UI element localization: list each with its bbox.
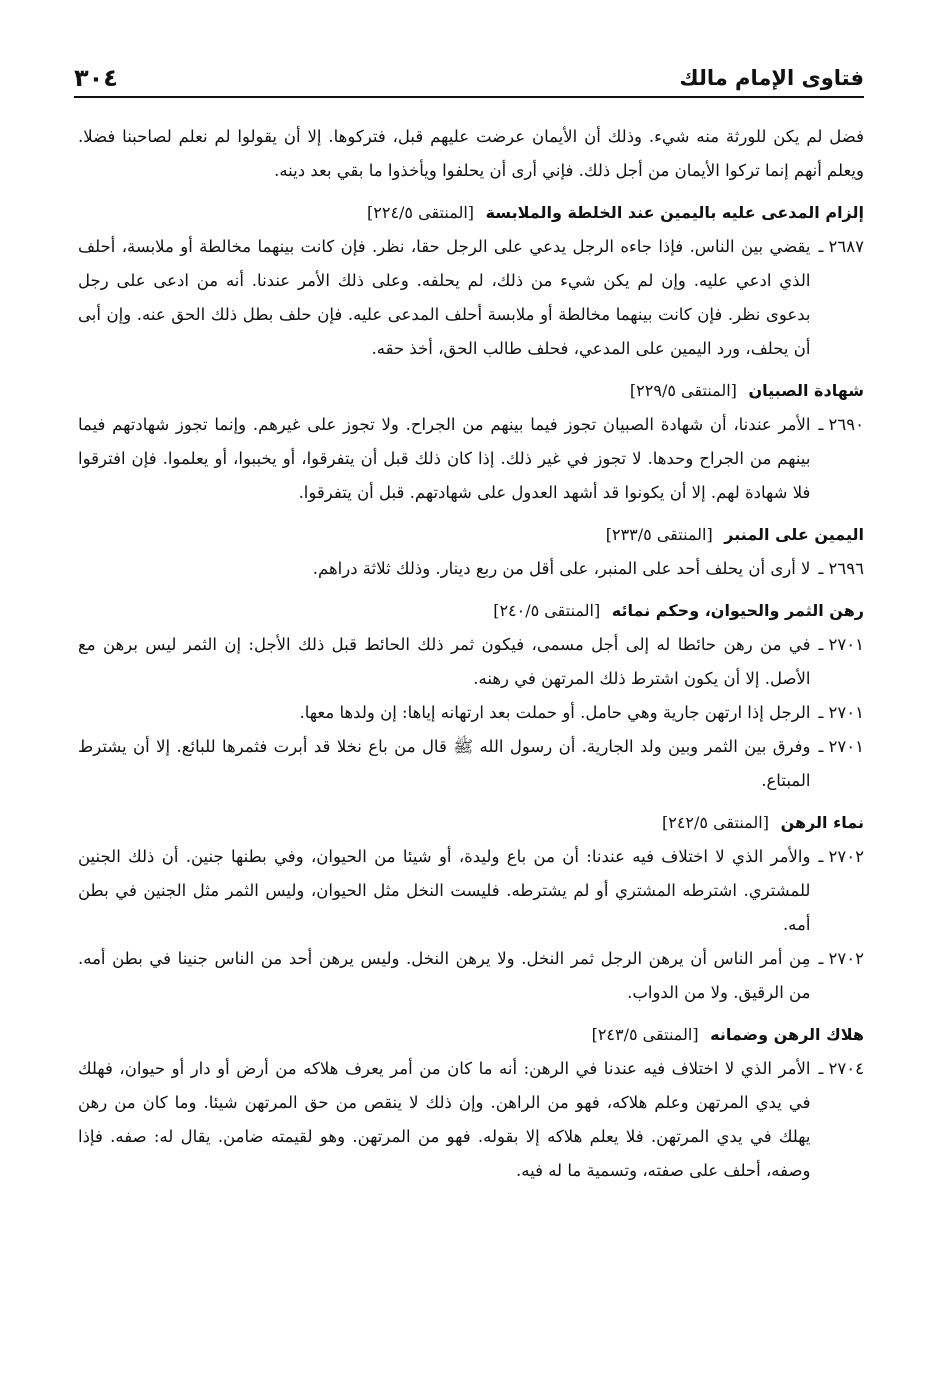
section-heading xyxy=(78,596,864,626)
entry-number: ٢٦٨٧ ـ xyxy=(818,237,864,256)
entry-number: ٢٧٠٢ ـ xyxy=(818,847,864,866)
section-reference: [المنتقى ٢٣٣/٥] xyxy=(605,525,713,544)
section-title: اليمين على المنبر xyxy=(724,525,864,544)
section-heading xyxy=(78,808,864,838)
section-heading xyxy=(78,198,864,228)
entry-text: الأمر عندنا، أن شهادة الصبيان تجوز فيما بينهم من الجراح. ولا تجوز على غيرهم. وإنما تجوز شهادتهم فيما بينهم من الجراح وحدها. لا تجوز في غير ذلك. إذا كان ذلك قبل أن يتفرقوا، أو يخببوا، أو يعلموا. فإن افترقوا فلا شهادة لهم. إلا أن يكونوا قد أشهد العدول على شهادتهم. قبل أن يتفرقوا. xyxy=(78,415,811,502)
entry-number: ٢٧٠٢ ـ xyxy=(818,949,864,968)
entry-number: ٢٦٩٦ ـ xyxy=(818,559,864,578)
section-title: رهن الثمر والحيوان، وحكم نمائه xyxy=(611,601,864,620)
fatwa-entry xyxy=(78,840,864,942)
section-reference: [المنتقى ٢٤٠/٥] xyxy=(493,601,601,620)
entry-number: ٢٧٠٤ ـ xyxy=(818,1059,864,1078)
entry-number: ٢٦٩٠ ـ xyxy=(818,415,864,434)
entry-text: وفرق بين الثمر وبين ولد الجارية. أن رسول الله ﷺ قال من باع نخلا قد أبرت فثمرها للبائع. إلا أن يشترط المبتاع. xyxy=(78,737,811,790)
section-title: هلاك الرهن وضمانه xyxy=(710,1025,864,1044)
page-number: ٣٠٤ xyxy=(74,64,118,92)
book-title: فتاوى الإمام مالك xyxy=(679,66,864,90)
page-header xyxy=(74,52,864,98)
intro-paragraph: فضل لم يكن للورثة منه شيء. وذلك أن الأيمان عرضت عليهم قبل، فتركوها. إلا أن يقولوا لم نعلم لصاحبنا فضلا. ويعلم أنهم إنما تركوا الأيمان من أجل ذلك. فإني أرى أن يحلفوا ويأخذوا ما بقي بعد دينه. xyxy=(78,127,864,180)
entry-text: لا أرى أن يحلف أحد على المنبر، على أقل من ربع دينار. وذلك ثلاثة دراهم. xyxy=(312,559,811,578)
section-title: إلزام المدعى عليه باليمين عند الخلطة والملابسة xyxy=(485,203,864,222)
section-heading xyxy=(78,520,864,550)
fatwa-entry xyxy=(78,1052,864,1188)
section-heading xyxy=(78,1020,864,1050)
entry-text: يقضي بين الناس. فإذا جاءه الرجل يدعي على الرجل حقا، نظر. فإن كانت بينهما مخالطة أو ملابسة، أحلف الذي ادعي عليه. وإن لم يكن شيء من ذلك، لم يحلفه. وعلى ذلك الأمر عندنا. أنه من ادعى على رجل بدعوى نظر. فإن كانت بينهما مخالطة أو ملابسة أحلف المدعى عليه. فإن حلف بطل ذلك الحق عنه. وإن أبى أن يحلف، ورد اليمين على المدعي، فحلف طالب الحق، أخذ حقه. xyxy=(78,237,811,358)
page-content xyxy=(78,120,864,1188)
section-title: شهادة الصبيان xyxy=(748,381,864,400)
entry-text: مِن أمر الناس أن يرهن الرجل ثمر النخل. ولا يرهن النخل. وليس يرهن أحد من الناس جنينا في بطن أمه. من الرقيق. ولا من الدواب. xyxy=(78,949,811,1002)
fatwa-entry xyxy=(78,696,864,730)
fatwa-entry xyxy=(78,230,864,366)
fatwa-entry xyxy=(78,408,864,510)
fatwa-entry xyxy=(78,942,864,1010)
section-reference: [المنتقى ٢٤٢/٥] xyxy=(661,813,769,832)
entry-number: ٢٧٠١ ـ xyxy=(818,635,864,654)
entry-number: ٢٧٠١ ـ xyxy=(818,703,864,722)
entry-text: والأمر الذي لا اختلاف فيه عندنا: أن من باع وليدة، أو شيئا من الحيوان، وفي بطنها جنين. أن ذلك الجنين للمشتري. اشترطه المشتري أو لم يشترطه. فليست النخل مثل الحيوان، وليس الثمر مثل الجنين في بطن أمه. xyxy=(78,847,811,934)
section-reference: [المنتقى ٢٢٤/٥] xyxy=(367,203,474,222)
section-reference: [المنتقى ٢٢٩/٥] xyxy=(629,381,737,400)
fatwa-entry xyxy=(78,552,864,586)
entry-text: في من رهن حائطا له إلى أجل مسمى، فيكون ثمر ذلك الحائط قبل ذلك الأجل: إن الثمر ليس برهن مع الأصل. إلا أن يكون اشترط ذلك المرتهن في رهنه. xyxy=(78,635,811,688)
entry-text: الأمر الذي لا اختلاف فيه عندنا في الرهن: أنه ما كان من أمر يعرف هلاكه من أرض أو دار أو حيوان، فهلك في يدي المرتهن وعلم هلاكه، فهو من الراهن. وإن ذلك لا ينقص من حق المرتهن شيئا. وما كان من رهن يهلك في يدي المرتهن. فلا يعلم هلاكه إلا بقوله. فهو من المرتهن. وهو لقيمته ضامن. يقال له: صفه. فإذا وصفه، أحلف على صفته، وتسمية ما له فيه. xyxy=(78,1059,811,1180)
entry-text: الرجل إذا ارتهن جارية وهي حامل. أو حملت بعد ارتهانه إياها: إن ولدها معها. xyxy=(299,703,811,722)
fatwa-entry xyxy=(78,730,864,798)
entry-number: ٢٧٠١ ـ xyxy=(818,737,864,756)
section-title: نماء الرهن xyxy=(780,813,864,832)
section-reference: [المنتقى ٢٤٣/٥] xyxy=(591,1025,699,1044)
fatwa-entry xyxy=(78,628,864,696)
section-heading xyxy=(78,376,864,406)
